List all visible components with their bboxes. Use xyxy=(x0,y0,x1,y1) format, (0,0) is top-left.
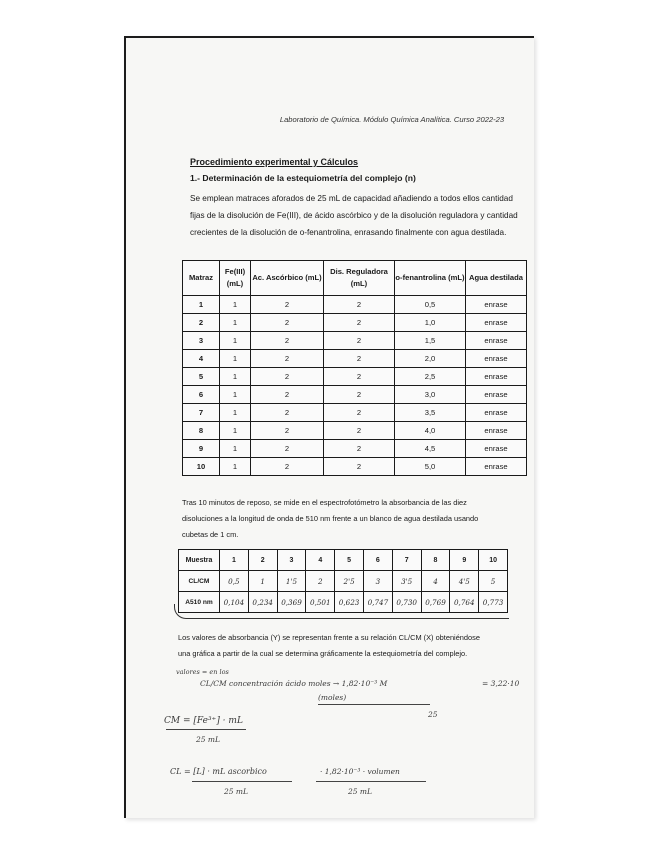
table-cell: 3,0 xyxy=(395,386,466,404)
table-row xyxy=(183,332,527,350)
table-row xyxy=(183,458,527,476)
table-cell: 1 xyxy=(220,440,251,458)
handwritten-note: valores = en los xyxy=(176,668,229,676)
paragraph-line: una gráfica a partir de la cual se determina gráficamente la estequiometría del complejo. xyxy=(178,649,468,658)
table-cell: 2 xyxy=(183,314,220,332)
table-cell: enrase xyxy=(466,386,527,404)
row-label: A510 nm xyxy=(179,592,220,613)
table-cell: 2 xyxy=(324,350,395,368)
handwritten-note: 25 xyxy=(428,710,438,719)
col-header: Matraz xyxy=(183,261,220,296)
handwritten-note: CL/CM concentración ácido moles → 1,82·10⁻³ M xyxy=(200,679,388,688)
col-header: o-fenantrolina (mL) xyxy=(395,261,466,296)
table-cell: 5,0 xyxy=(395,458,466,476)
table-cell: 2 xyxy=(251,386,324,404)
col-header: 10 xyxy=(479,550,508,571)
col-header: 9 xyxy=(450,550,479,571)
table-cell: 0,104 xyxy=(220,592,249,613)
table-cell: 2 xyxy=(251,350,324,368)
table-cell: 2,5 xyxy=(395,368,466,386)
table-cell: 9 xyxy=(183,440,220,458)
table-cell: 1 xyxy=(220,314,251,332)
table-cell: enrase xyxy=(466,296,527,314)
handwritten-bracket xyxy=(174,604,509,619)
table-cell: 2,0 xyxy=(395,350,466,368)
table-cell: 1,5 xyxy=(395,332,466,350)
handwritten-note: 25 mL xyxy=(196,735,221,744)
table-cell: enrase xyxy=(466,368,527,386)
col-header: 3 xyxy=(277,550,306,571)
table-cell: 1 xyxy=(220,350,251,368)
col-header: Fe(III) (mL) xyxy=(220,261,251,296)
subsection-title: 1.- Determinación de la estequiometría del complejo (n) xyxy=(190,173,416,183)
table-cell: 2 xyxy=(324,404,395,422)
table-cell: 5 xyxy=(183,368,220,386)
table-cell: 0,773 xyxy=(479,592,508,613)
table-cell: 4'5 xyxy=(450,571,479,592)
table-cell: 3 xyxy=(183,332,220,350)
col-header: Ac. Ascórbico (mL) xyxy=(251,261,324,296)
table-cell: 1 xyxy=(220,368,251,386)
fraction-line xyxy=(166,729,246,730)
table-cell: 4,5 xyxy=(395,440,466,458)
handwritten-note: (moles) xyxy=(318,693,347,702)
table-cell: 0,769 xyxy=(421,592,450,613)
measurement-paragraph xyxy=(182,495,527,543)
table-header-row xyxy=(183,261,527,296)
table-cell: 1 xyxy=(248,571,277,592)
table-cell: 3'5 xyxy=(392,571,421,592)
paragraph-line: Tras 10 minutos de reposo, se mide en el espectrofotómetro la absorbancia de las diez xyxy=(182,498,467,507)
paragraph-line: disoluciones a la longitud de onda de 510 nm frente a un blanco de agua destilada usando xyxy=(182,514,479,523)
col-header: 1 xyxy=(220,550,249,571)
table-cell: 0,5 xyxy=(395,296,466,314)
solutions-table xyxy=(182,260,527,476)
table-cell: 2 xyxy=(251,404,324,422)
representation-paragraph xyxy=(178,630,523,662)
table-cell: 3 xyxy=(363,571,392,592)
document-sheet xyxy=(124,36,534,818)
table-cell: 2 xyxy=(324,314,395,332)
intro-paragraph xyxy=(190,190,534,241)
table-cell: 4,0 xyxy=(395,422,466,440)
table-cell: 2 xyxy=(306,571,335,592)
page-header: Laboratorio de Química. Módulo Química Analítica. Curso 2022-23 xyxy=(279,115,505,124)
table-cell: enrase xyxy=(466,458,527,476)
table-row xyxy=(183,404,527,422)
table-cell: 0,623 xyxy=(335,592,364,613)
table-cell: 2 xyxy=(324,386,395,404)
table-cell: 0,747 xyxy=(363,592,392,613)
col-header: 8 xyxy=(421,550,450,571)
table-cell: 4 xyxy=(183,350,220,368)
table-cell: 0,369 xyxy=(277,592,306,613)
col-header: Muestra xyxy=(179,550,220,571)
table-cell: 2 xyxy=(324,332,395,350)
table-row xyxy=(183,440,527,458)
table-cell: 1 xyxy=(220,404,251,422)
table-cell: 2 xyxy=(251,332,324,350)
table-cell: 4 xyxy=(421,571,450,592)
table-row xyxy=(183,386,527,404)
table-cell: 2 xyxy=(251,296,324,314)
table-cell: 1 xyxy=(220,386,251,404)
table-cell: 2'5 xyxy=(335,571,364,592)
table-cell: 2 xyxy=(324,422,395,440)
table-row xyxy=(179,571,508,592)
handwritten-note: 25 mL xyxy=(348,787,373,796)
row-label: CL/CM xyxy=(179,571,220,592)
table-row xyxy=(183,296,527,314)
table-cell: 0,5 xyxy=(220,571,249,592)
table-cell: 3,5 xyxy=(395,404,466,422)
table-row xyxy=(183,368,527,386)
intro-line: Se emplean matraces aforados de 25 mL de capacidad añadiendo a todos ellos cantidad xyxy=(190,194,513,203)
table-cell: 1 xyxy=(220,332,251,350)
table-cell: 2 xyxy=(251,458,324,476)
table-cell: 10 xyxy=(183,458,220,476)
paragraph-line: cubetas de 1 cm. xyxy=(182,530,239,539)
table-cell: 2 xyxy=(324,458,395,476)
table-cell: 1 xyxy=(220,296,251,314)
table-cell: enrase xyxy=(466,440,527,458)
table-row xyxy=(183,350,527,368)
table-cell: 2 xyxy=(251,368,324,386)
table-cell: 2 xyxy=(251,314,324,332)
table-cell: 1 xyxy=(220,458,251,476)
fraction-line xyxy=(192,781,292,782)
col-header: 6 xyxy=(363,550,392,571)
col-header: 4 xyxy=(306,550,335,571)
intro-line: fijas de la disolución de Fe(III), de ácido ascórbico y de la disolución reguladora y cantidad xyxy=(190,211,518,220)
col-header: 5 xyxy=(335,550,364,571)
table-cell: enrase xyxy=(466,332,527,350)
table-cell: 0,234 xyxy=(248,592,277,613)
section-title: Procedimiento experimental y Cálculos xyxy=(190,157,359,167)
table-cell: 1'5 xyxy=(277,571,306,592)
fraction-line xyxy=(318,704,430,705)
table-cell: 0,730 xyxy=(392,592,421,613)
table-cell: enrase xyxy=(466,422,527,440)
table-cell: 1,0 xyxy=(395,314,466,332)
handwritten-note: CM = [Fe³⁺] · mL xyxy=(164,716,243,726)
col-header: 2 xyxy=(248,550,277,571)
table-cell: enrase xyxy=(466,350,527,368)
table-cell: 2 xyxy=(251,422,324,440)
table-cell: 2 xyxy=(324,440,395,458)
table-cell: enrase xyxy=(466,404,527,422)
table-cell: 1 xyxy=(220,422,251,440)
table-cell: 6 xyxy=(183,386,220,404)
table-cell: 5 xyxy=(479,571,508,592)
handwritten-note: · 1,82·10⁻³ · volumen xyxy=(320,767,400,776)
table-cell: 1 xyxy=(183,296,220,314)
handwritten-note: = 3,22·10 xyxy=(482,679,520,688)
table-cell: 2 xyxy=(251,440,324,458)
col-header: Agua destilada xyxy=(466,261,527,296)
table-row xyxy=(183,314,527,332)
fraction-line xyxy=(316,781,426,782)
intro-line: crecientes de la disolución de o-fenantrolina, enrasando finalmente con agua destilada. xyxy=(190,228,507,237)
table-cell: 0,501 xyxy=(306,592,335,613)
col-header: Dis. Reguladora (mL) xyxy=(324,261,395,296)
handwritten-note: 25 mL xyxy=(224,787,249,796)
table-row xyxy=(183,422,527,440)
table-header-row xyxy=(179,550,508,571)
table-cell: 8 xyxy=(183,422,220,440)
col-header: 7 xyxy=(392,550,421,571)
table-cell: 2 xyxy=(324,368,395,386)
table-cell: 2 xyxy=(324,296,395,314)
table-cell: enrase xyxy=(466,314,527,332)
table-cell: 7 xyxy=(183,404,220,422)
paragraph-line: Los valores de absorbancia (Y) se representan frente a su relación CL/CM (X) obteniéndose xyxy=(178,633,480,642)
handwritten-note: CL = [L] · mL ascorbico xyxy=(170,767,267,776)
table-cell: 0,764 xyxy=(450,592,479,613)
